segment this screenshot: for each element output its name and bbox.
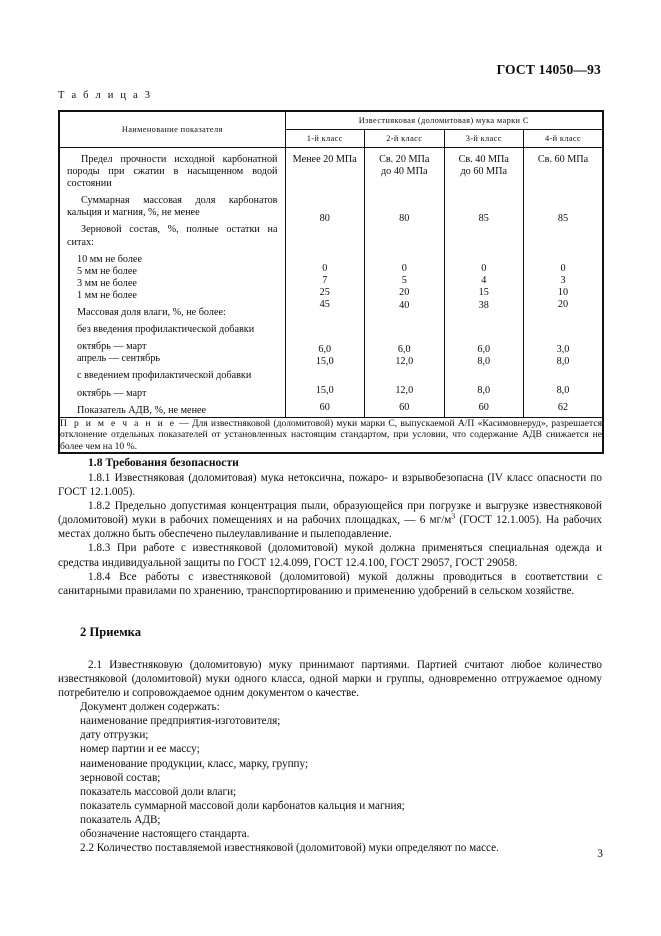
table-header-row-1: [59, 111, 603, 130]
section-heading-safety: 1.8 Требования безопасности: [88, 456, 239, 469]
paragraph-2-2: 2.2 Количество поставляемой известняковой (доломитовой) муки определяют по массе.: [80, 842, 499, 855]
value-sieve-1mm-class-2: 40: [399, 299, 410, 311]
value-without-additive-oct-mar-class-3: 6,0: [477, 343, 491, 355]
value-sieve-1mm-class-3: 38: [478, 299, 489, 311]
value-sieve-10mm-class-2: 0: [401, 263, 407, 275]
value-sieve-5mm-class-4: 3: [560, 275, 566, 287]
list-item: показатель суммарной массовой доли карбонатов кальция и магния;: [80, 799, 405, 812]
header-name-column: Наименование показателя: [59, 111, 285, 148]
value-strength-class-3-line-2: до 60 МПа: [460, 166, 507, 178]
row-label-sieve-10mm: 10 мм не более: [77, 253, 142, 265]
value-sieve-1mm-class-1: 45: [319, 299, 330, 311]
row-label-without-additive: без введения профилактической добавки: [77, 324, 255, 336]
indicator-names-cell: [59, 148, 285, 418]
value-adv-class-4: 62: [557, 401, 569, 413]
value-without-additive-apr-sep-class-4: 8,0: [556, 355, 570, 367]
value-sieve-10mm-class-3: 0: [481, 263, 487, 275]
value-sieve-5mm-class-3: 4: [481, 275, 487, 287]
value-sieve-10mm-class-1: 0: [322, 263, 328, 275]
value-without-additive-apr-sep-class-3: 8,0: [477, 355, 491, 367]
value-without-additive-oct-mar-class-1: 6,0: [318, 343, 332, 355]
row-label-strength: Предел прочности исходной карбонатной породы при сжатии в насыщенном водой состоянии: [67, 154, 278, 190]
row-label-adv-indicator: Показатель АДВ, %, не менее: [77, 404, 207, 416]
value-with-additive-oct-mar-class-1: 15,0: [315, 384, 334, 396]
table-head: [59, 111, 603, 148]
value-carbonates-class-3: 85: [478, 213, 489, 225]
table-content-row: [59, 148, 603, 418]
header-class-4: 4-й класс: [524, 130, 604, 148]
table-note-cell: [59, 417, 603, 453]
value-without-additive-oct-mar-class-4: 3,0: [556, 343, 570, 355]
value-with-additive-oct-mar-class-3: 8,0: [477, 384, 491, 396]
values-cell-class-2: [365, 148, 445, 418]
list-item: зерновой состав;: [80, 771, 161, 784]
values-cell-class-4: [524, 148, 604, 418]
row-label-without-additive-oct-mar: октябрь — март: [77, 341, 147, 353]
value-carbonates-class-1: 80: [319, 213, 330, 225]
values-cell-class-1: [285, 148, 365, 418]
paragraph-1-8-2-part2: (ГОСТ 12.1.005). На рабочих местах должно быть обеспечено пылеулавливание и пылеподавление.: [58, 514, 602, 541]
value-adv-class-2: 60: [399, 401, 410, 413]
paragraph-1-8-1: 1.8.1 Известняковая (доломитовая) мука нетоксична, пожаро- и взрывобезопасна (IV класс опасности по ГОСТ 12.1.005).: [58, 472, 602, 499]
page-number: 3: [597, 848, 603, 860]
value-carbonates-class-2: 80: [399, 213, 410, 225]
value-adv-class-1: 60: [319, 401, 330, 413]
standard-number-header: ГОСТ 14050—93: [496, 62, 601, 77]
paragraph-1-8-2-superscript: 3: [451, 511, 456, 521]
paragraph-1-8-2: [58, 499, 602, 541]
row-label-sieve-3mm: 3 мм не более: [77, 277, 137, 289]
paragraph-1-8-4: 1.8.4 Все работы с известняковой (доломитовой) мукой должны проводиться в соответствии с санитарными правилами по хранению, транспортированию и применению удобрений в сельском хозяйстве.: [58, 570, 602, 597]
row-label-with-additive: с введением профилактической добавки: [77, 370, 252, 382]
value-strength-class-2-line-2: до 40 МПа: [381, 166, 428, 178]
list-item: дату отгрузки;: [80, 729, 149, 742]
value-sieve-1mm-class-4: 20: [557, 299, 569, 311]
list-item: обозначение настоящего стандарта.: [80, 827, 250, 840]
value-strength-class-2-line-1: Св. 20 МПа: [379, 154, 430, 165]
value-with-additive-oct-mar-class-2: 12,0: [395, 384, 414, 396]
list-item: наименование продукции, класс, марку, группу;: [80, 757, 309, 770]
value-carbonates-class-4: 85: [557, 213, 569, 225]
value-with-additive-oct-mar-class-4: 8,0: [556, 384, 570, 396]
value-adv-class-3: 60: [478, 401, 489, 413]
value-strength-class-1: Менее 20 МПа: [292, 154, 357, 165]
list-item: показатель массовой доли влаги;: [80, 785, 237, 798]
list-item: показатель АДВ;: [80, 813, 161, 826]
document-contents-lead: Документ должен содержать:: [80, 701, 220, 714]
value-sieve-3mm-class-1: 25: [319, 287, 330, 299]
value-strength-class-3-line-1: Св. 40 МПа: [458, 154, 509, 165]
header-group-title: Известняковая (доломитовая) мука марки С: [285, 111, 603, 130]
value-without-additive-apr-sep-class-1: 15,0: [315, 355, 334, 367]
list-item: номер партии и ее массу;: [80, 743, 200, 756]
table-caption: Т а б л и ц а 3: [58, 90, 153, 101]
list-item: наименование предприятия-изготовителя;: [80, 715, 281, 728]
table-note-lead: П р и м е ч а н и е: [60, 417, 176, 429]
row-label-without-additive-apr-sep: апрель — сентябрь: [77, 353, 161, 365]
table-note-row: [59, 417, 603, 453]
header-class-2: 2-й класс: [365, 130, 445, 148]
value-sieve-5mm-class-1: 7: [322, 275, 328, 287]
table-note-text: — Для известняковой (доломитовой) муки марки С, выпускаемой А/П «Касимовнеруд», разрешается отклонение отдельных показателей от установленных настоящим стандартом, при условии, что содержание АДВ снижается не более чем на 10 %.: [60, 417, 603, 452]
section-heading-acceptance: 2 Приемка: [80, 624, 142, 639]
paragraph-2-1: 2.1 Известняковую (доломитовую) муку принимают партиями. Партией считают любое количество известняковой (доломитовой) муки одного класса, одной марки и группы, одновременно отгружаемое одному потребителю и сопровождаемое одним документом о качестве.: [58, 658, 602, 700]
value-without-additive-apr-sep-class-2: 12,0: [395, 355, 414, 367]
paragraph-1-8-2-part1: 1.8.2 Предельно допустимая концентрация пыли, образующейся при погрузке и выгрузке известняковой (доломитовой) муки в рабочих помещениях и на рабочих площадках, — 6 мг/м: [58, 500, 602, 527]
values-cell-class-3: [444, 148, 524, 418]
value-without-additive-oct-mar-class-2: 6,0: [397, 343, 411, 355]
row-label-moisture: Массовая доля влаги, %, не более:: [77, 307, 226, 319]
value-sieve-3mm-class-2: 20: [399, 287, 410, 299]
value-sieve-10mm-class-4: 0: [560, 263, 566, 275]
paragraph-1-8-3: 1.8.3 При работе с известняковой (доломитовой) мукой должна применяться специальная одежда и средства индивидуальной защиты по ГОСТ 12.4.099, ГОСТ 12.4.100, ГОСТ 29057, ГОСТ 29058.: [58, 542, 602, 569]
document-body: [58, 455, 602, 855]
row-label-with-additive-oct-mar: октябрь — март: [77, 387, 147, 399]
row-label-sieve-1mm: 1 мм не более: [77, 289, 137, 301]
row-label-carbonates: Суммарная массовая доля карбонатов кальция и магния, %, не менее: [67, 195, 278, 219]
row-label-grain-composition: Зерновой состав, %, полные остатки на ситах:: [67, 224, 278, 248]
value-sieve-5mm-class-2: 5: [401, 275, 407, 287]
row-label-sieve-5mm: 5 мм не более: [77, 265, 137, 277]
header-class-3: 3-й класс: [444, 130, 524, 148]
value-sieve-3mm-class-4: 10: [557, 287, 569, 299]
header-class-1: 1-й класс: [285, 130, 365, 148]
specification-table: [58, 110, 604, 454]
table-body: [59, 148, 603, 454]
value-strength-class-4: Св. 60 МПа: [537, 154, 589, 165]
value-sieve-3mm-class-3: 15: [478, 287, 489, 299]
